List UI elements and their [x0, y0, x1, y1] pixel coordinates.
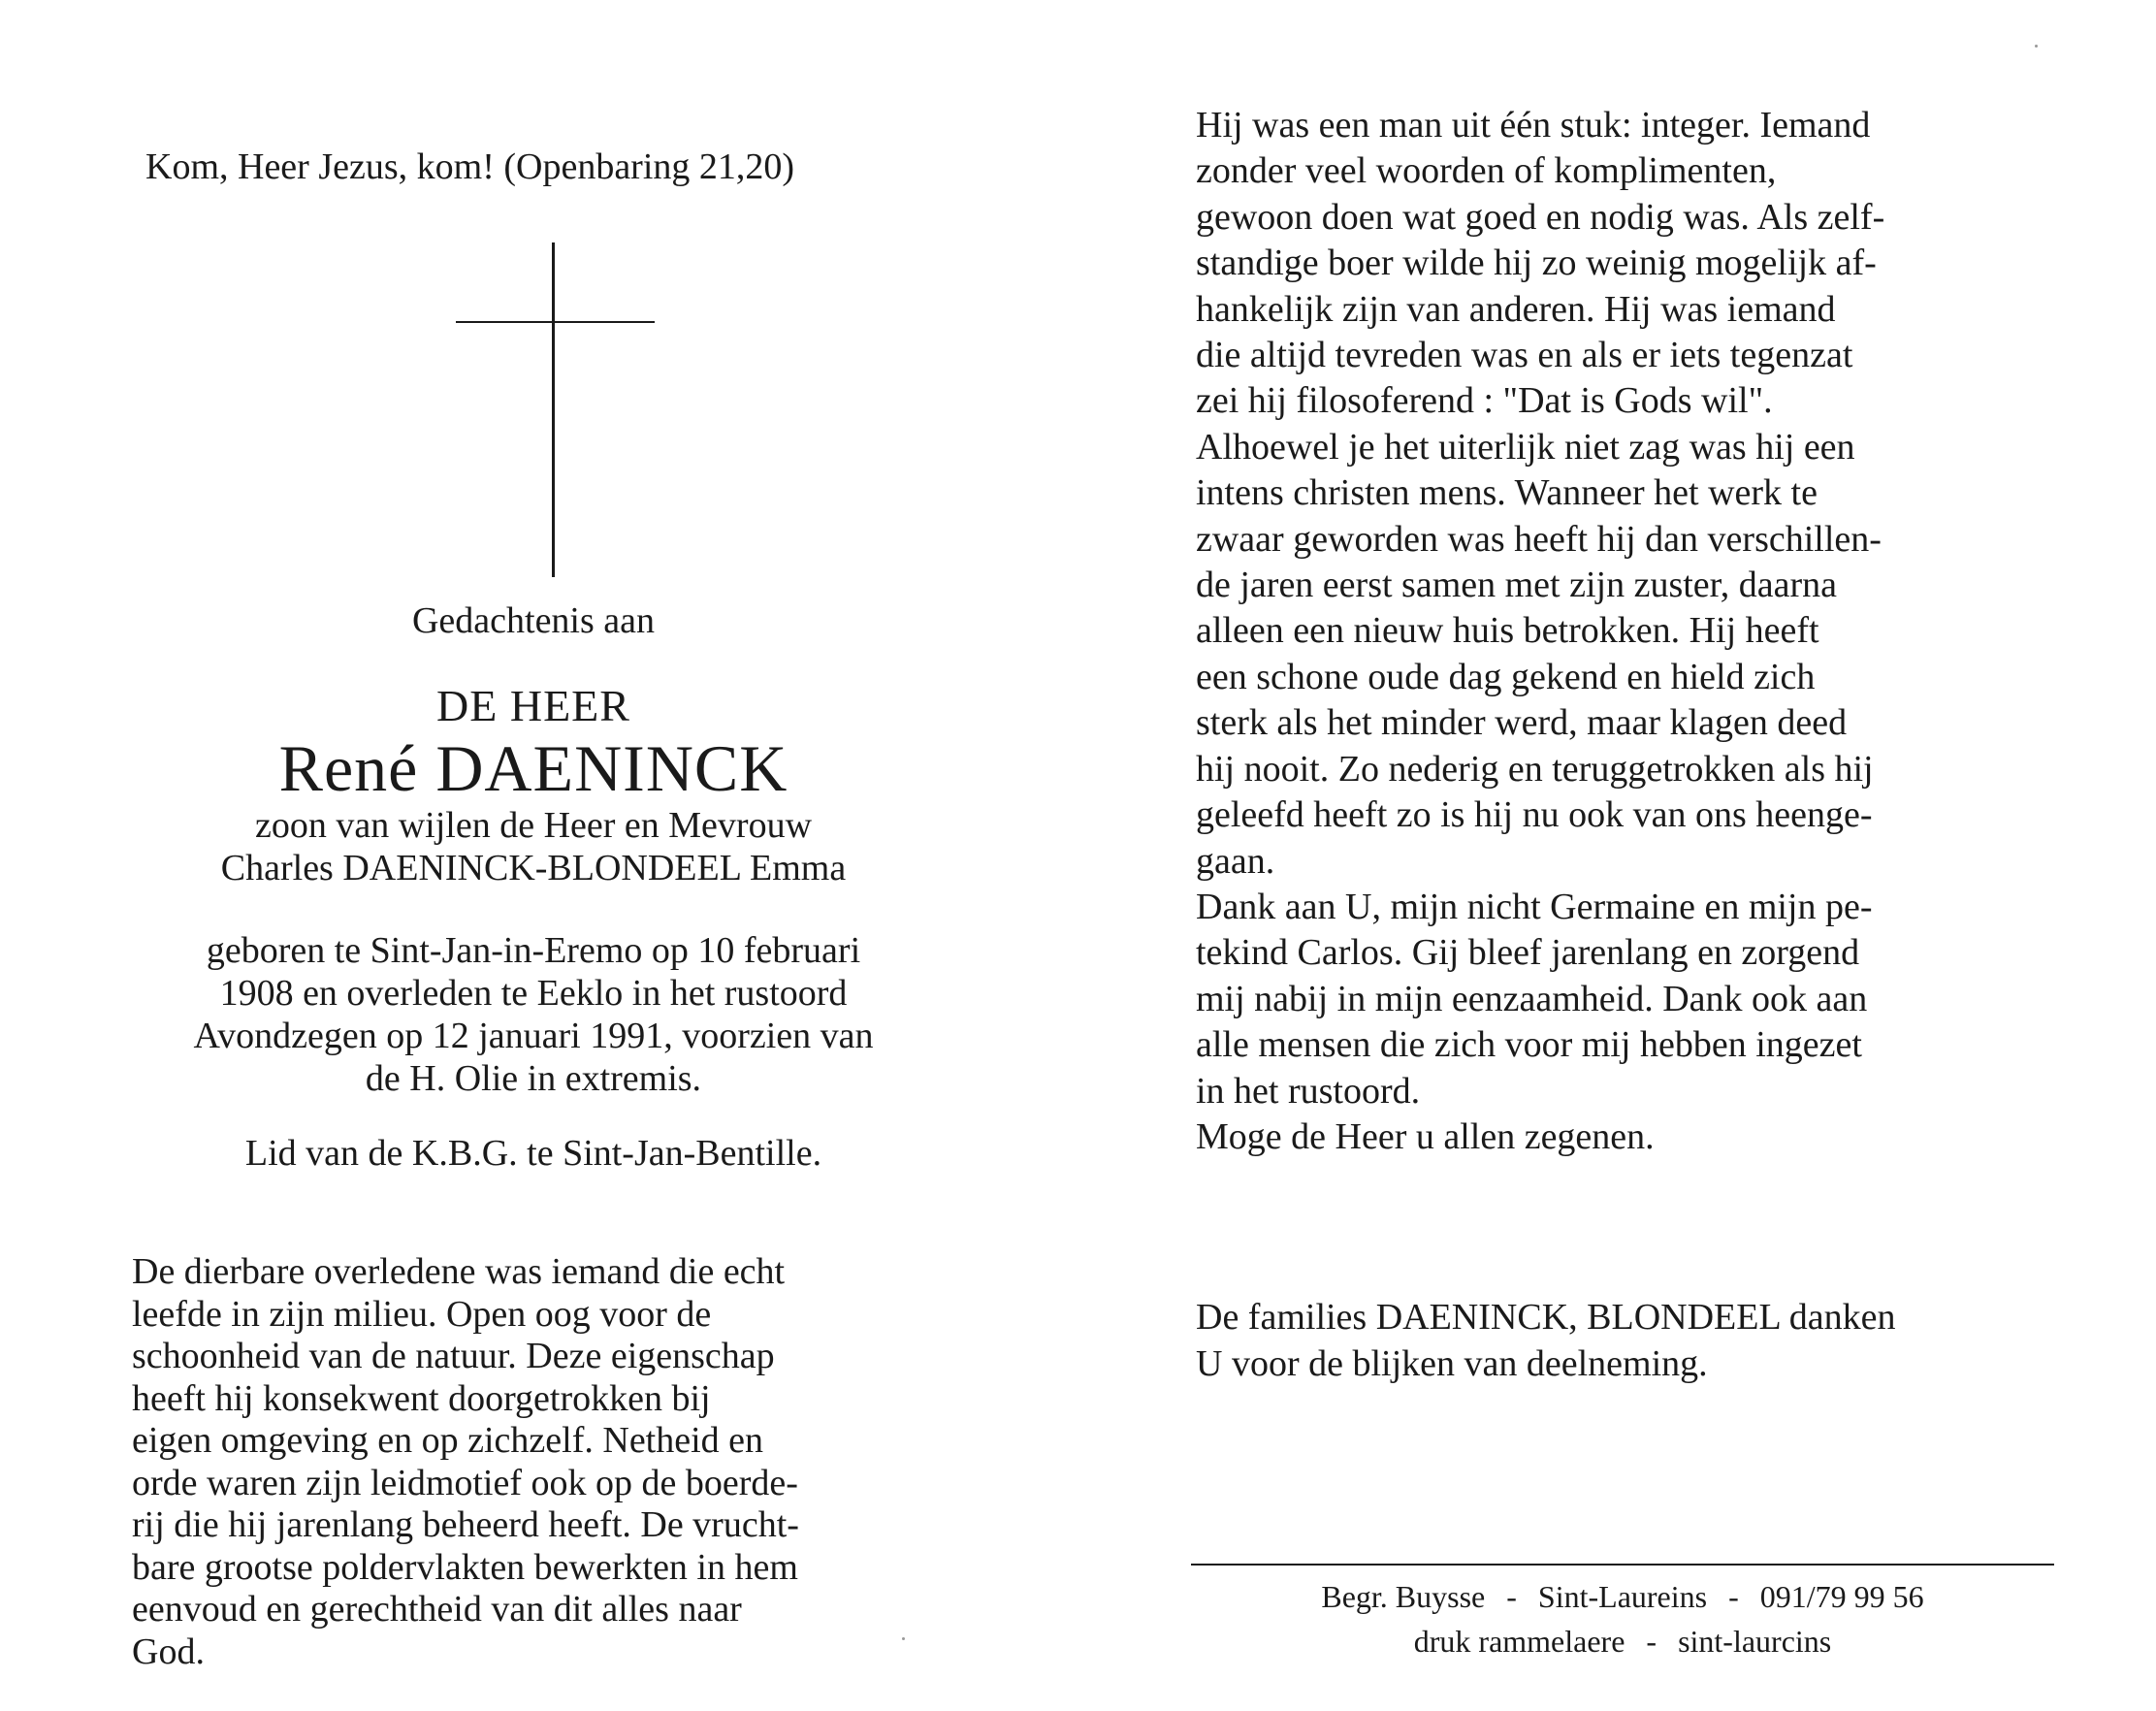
scan-speck	[2035, 45, 2038, 48]
eulogy-line: hij nooit. Zo nederig en teruggetrokken als hij	[1196, 748, 1874, 790]
bible-quote: Kom, Heer Jezus, kom! (Openbaring 21,20)	[145, 146, 795, 187]
eulogy-line: die altijd tevreden was en als er iets tegenzat	[1196, 335, 1853, 376]
undertaker-line	[1191, 1577, 2054, 1616]
family-thanks-line: De families DAENINCK, BLONDEEL danken	[1196, 1297, 1896, 1338]
footer-dash: -	[1646, 1624, 1657, 1659]
footer-dash: -	[1506, 1579, 1517, 1614]
eulogy-line: orde waren zijn leidmotief ook op de boerde-	[132, 1462, 798, 1503]
eulogy-line: mij nabij in mijn eenzaamheid. Dank ook aan	[1196, 978, 1868, 1019]
printer-place: sint-laurcins	[1678, 1624, 1832, 1659]
parents-line-2: Charles DAENINCK-BLONDEEL Emma	[220, 848, 847, 888]
eulogy-left-paragraph	[132, 1251, 995, 1673]
honorific-title: DE HEER	[436, 681, 630, 730]
footer-separator-line	[1191, 1564, 2054, 1566]
eulogy-line: tekind Carlos. Gij bleef jarenlang en zorgend	[1196, 932, 1860, 974]
eulogy-line: Hij was een man uit één stuk: integer. Iemand	[1196, 105, 1871, 145]
birth-death-line: geboren te Sint-Jan-in-Eremo op 10 februari	[206, 930, 861, 971]
eulogy-line: sterk als het minder werd, maar klagen deed	[1196, 702, 1848, 744]
eulogy-line: God.	[132, 1630, 205, 1672]
eulogy-right-paragraph	[1196, 103, 2030, 1160]
eulogy-line: alle mensen die zich voor mij hebben ingezet	[1196, 1024, 1862, 1066]
eulogy-line: geleefd heeft zo is hij nu ook van ons heenge-	[1196, 794, 1873, 836]
eulogy-line: leefde in zijn milieu. Open oog voor de	[132, 1293, 712, 1335]
eulogy-line: alleen een nieuw huis betrokken. Hij heeft	[1196, 610, 1819, 652]
eulogy-line: een schone oude dag gekend en hield zich	[1196, 656, 1816, 697]
birth-death-line: 1908 en overleden te Eeklo in het rustoord	[219, 973, 848, 1014]
undertaker-name: Begr. Buysse	[1321, 1579, 1486, 1614]
eulogy-line: De dierbare overledene was iemand die echt	[132, 1251, 786, 1292]
printer-line	[1191, 1622, 2054, 1661]
deceased-name: René DAENINCK	[278, 731, 788, 805]
family-thanks-line: U voor de blijken van deelneming.	[1196, 1343, 1708, 1384]
eulogy-line: schoonheid van de natuur. Deze eigenschap	[132, 1336, 775, 1376]
cross-horizontal-bar	[456, 321, 655, 323]
birth-death-paragraph	[97, 929, 970, 1100]
eulogy-line: zonder veel woorden of komplimenten,	[1196, 150, 1777, 192]
eulogy-line: eenvoud en gerechtheid van dit alles naar	[132, 1589, 742, 1630]
birth-death-line: de H. Olie in extremis.	[365, 1058, 702, 1099]
eulogy-line: zei hij filosoferend : "Dat is Gods wil".	[1196, 380, 1773, 422]
cross-icon	[456, 242, 660, 577]
birth-death-line: Avondzegen op 12 januari 1991, voorzien van	[193, 1016, 874, 1056]
eulogy-line: rij die hij jarenlang beheerd heeft. De vrucht-	[132, 1504, 799, 1545]
cross-vertical-bar	[552, 242, 555, 577]
scan-speck	[902, 1637, 905, 1640]
printer-name: druk rammelaere	[1413, 1624, 1625, 1659]
eulogy-line: Moge de Heer u allen zegenen.	[1196, 1115, 1655, 1157]
eulogy-line: eigen omgeving en op zichzelf. Netheid en	[132, 1420, 764, 1461]
eulogy-line: zwaar geworden was heeft hij dan verschillen-	[1196, 518, 1882, 560]
footer-dash: -	[1728, 1579, 1739, 1614]
eulogy-line: in het rustoord.	[1196, 1070, 1421, 1112]
eulogy-line: de jaren eerst samen met zijn zuster, daarna	[1196, 565, 1838, 606]
undertaker-phone: 091/79 99 56	[1759, 1579, 1924, 1614]
eulogy-line: bare grootse poldervlakten bewerkten in hem	[132, 1546, 798, 1588]
eulogy-line: hankelijk zijn van anderen. Hij was iemand	[1196, 288, 1836, 330]
eulogy-line: intens christen mens. Wanneer het werk te	[1196, 472, 1818, 514]
eulogy-line: gewoon doen wat goed en nodig was. Als zelf-	[1196, 196, 1885, 238]
eulogy-line: heeft hij konsekwent doorgetrokken bij	[132, 1377, 711, 1419]
memorial-intro: Gedachtenis aan	[411, 600, 656, 641]
membership-line: Lid van de K.B.G. te Sint-Jan-Bentille.	[244, 1133, 822, 1174]
family-thanks	[1196, 1294, 2030, 1387]
eulogy-line: gaan.	[1196, 840, 1275, 882]
eulogy-line: Alhoewel je het uiterlijk niet zag was hij een	[1196, 426, 1855, 468]
eulogy-line: standige boer wilde hij zo weinig mogelijk af-	[1196, 242, 1877, 284]
eulogy-line: Dank aan U, mijn nicht Germaine en mijn pe-	[1196, 886, 1873, 927]
undertaker-place: Sint-Laureins	[1537, 1579, 1708, 1614]
parents-line-1: zoon van wijlen de Heer en Mevrouw	[254, 805, 813, 846]
